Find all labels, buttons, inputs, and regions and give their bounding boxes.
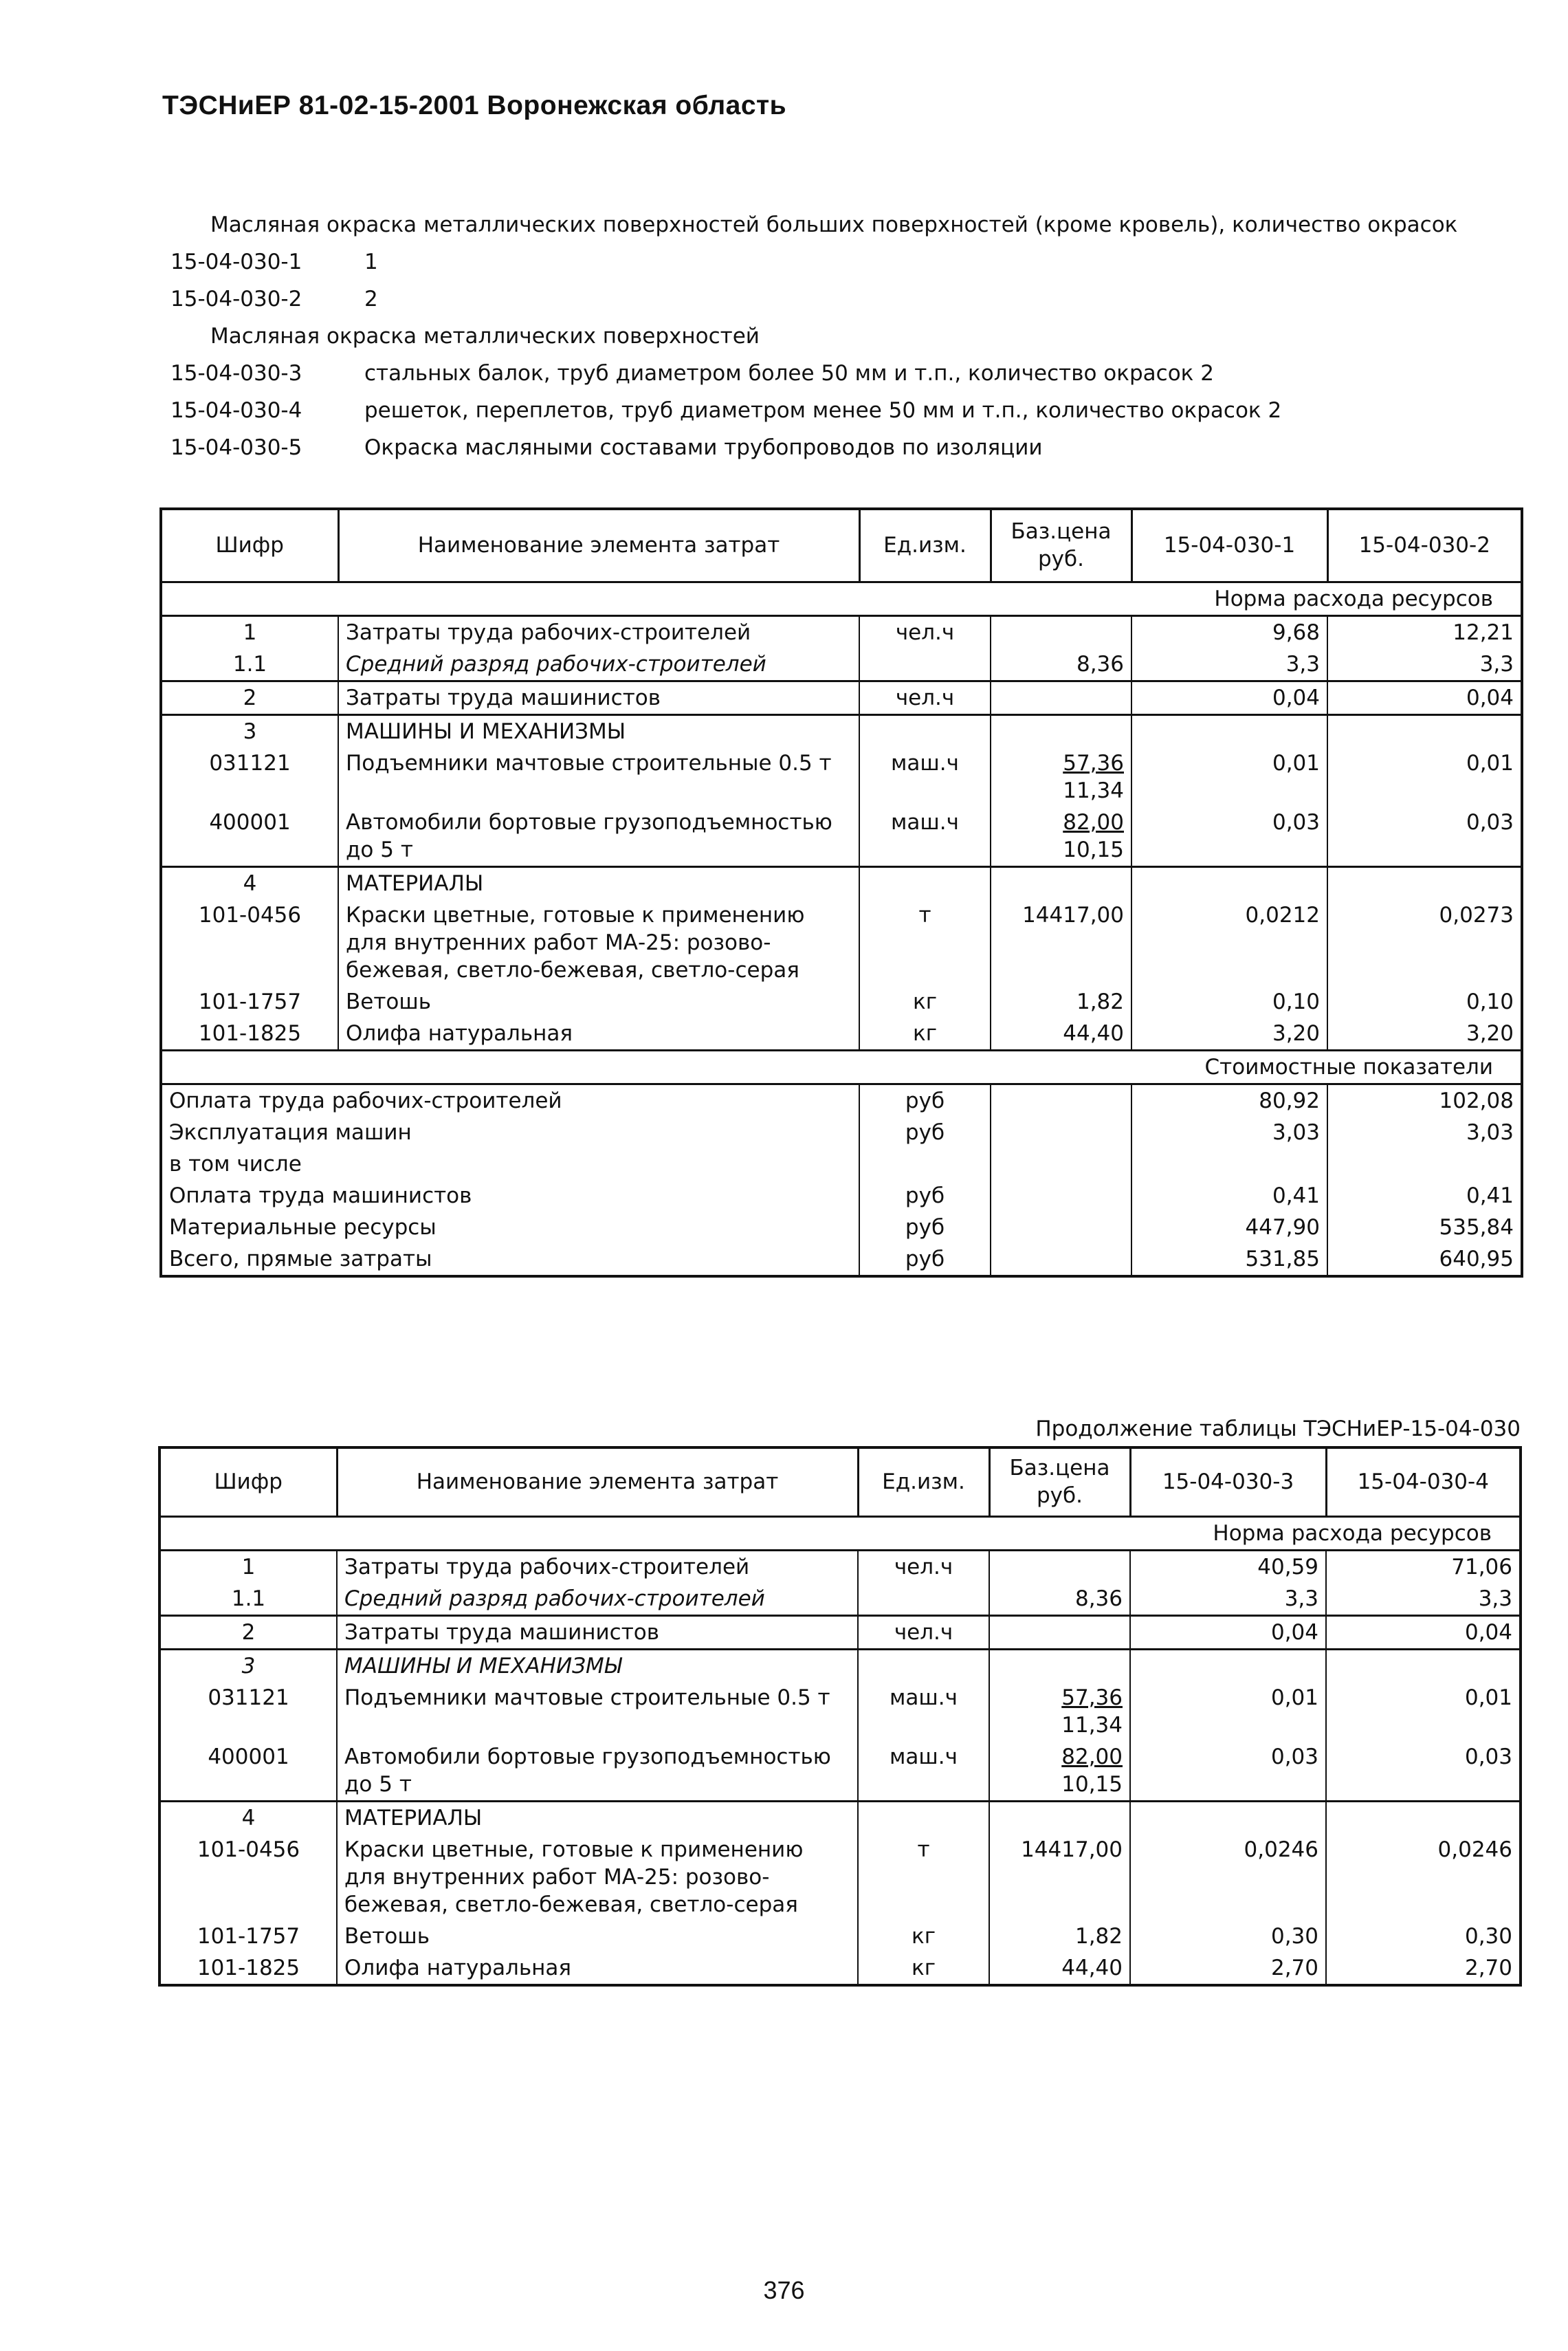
table-row: 031121 Подъемники мачтовые строительные 0.5 т маш.ч 57,36 11,34 0,01 0,01 [159, 1682, 1521, 1741]
table-row: 101-1757 Ветошь кг 1,82 0,10 0,10 [161, 986, 1522, 1018]
item-text: стальных балок, труб диаметром более 50 мм и т.п., количество окрасок 2 [364, 361, 1214, 386]
cost-label: Стоимостные показатели [161, 1050, 1522, 1084]
table-row: 031121 Подъемники мачтовые строительные 0.5 т маш.ч 57,36 11,34 0,01 0,01 [161, 747, 1522, 807]
table-row: 1 Затраты труда рабочих-строителей чел.ч 9,68 12,21 [161, 615, 1522, 648]
summary-row: Оплата труда рабочих-строителей руб 80,92 102,08 [161, 1084, 1522, 1117]
intro-section [170, 206, 1545, 466]
item-code: 15-04-030-5 [170, 435, 302, 460]
table-row: 1 Затраты труда рабочих-строителей чел.ч 40,59 71,06 [159, 1550, 1521, 1583]
item-text: 2 [364, 287, 378, 311]
intro-item [170, 355, 1545, 392]
header-v1: 15-04-030-3 [1130, 1447, 1326, 1516]
summary-row: в том числе [161, 1148, 1522, 1180]
header-price: Баз.цена руб. [991, 509, 1131, 582]
table-row: 101-1825 Олифа натуральная кг 44,40 3,20 3,20 [161, 1018, 1522, 1051]
intro-item [170, 243, 1545, 281]
table-row: 1.1 Средний разряд рабочих-строителей 8,36 3,3 3,3 [159, 1583, 1521, 1616]
header-code: Шифр [161, 509, 338, 582]
header-code: Шифр [159, 1447, 337, 1516]
header-name: Наименование элемента затрат [337, 1447, 858, 1516]
header-unit: Ед.изм. [859, 509, 991, 582]
table-row: 1.1 Средний разряд рабочих-строителей 8,36 3,3 3,3 [161, 648, 1522, 681]
table-header-row [161, 509, 1522, 582]
header-v2: 15-04-030-2 [1327, 509, 1522, 582]
header-unit: Ед.изм. [858, 1447, 989, 1516]
intro-item [170, 429, 1545, 466]
cost-band-row [161, 1050, 1522, 1084]
norms-table-2 [158, 1446, 1522, 1987]
document-title: ТЭСНиЕР 81-02-15-2001 Воронежская область [162, 91, 787, 120]
table-row: 2 Затраты труда машинистов чел.ч 0,04 0,04 [161, 681, 1522, 714]
table-row: 2 Затраты труда машинистов чел.ч 0,04 0,04 [159, 1615, 1521, 1649]
page-number: 376 [763, 2276, 805, 2304]
norms-table-1 [159, 507, 1523, 1278]
summary-row: Эксплуатация машин руб 3,03 3,03 [161, 1117, 1522, 1148]
continuation-caption: Продолжение таблицы ТЭСНиЕР-15-04-030 [1035, 1417, 1521, 1441]
norm-band-row [159, 1516, 1521, 1550]
table-row: 400001 Автомобили бортовые грузоподъемностью до 5 т маш.ч 82,00 10,15 0,03 0,03 [161, 807, 1522, 867]
header-price: Баз.цена руб. [989, 1447, 1130, 1516]
summary-row: Оплата труда машинистов руб 0,41 0,41 [161, 1180, 1522, 1212]
intro-item [170, 281, 1545, 318]
item-code: 15-04-030-4 [170, 398, 302, 423]
summary-row: Материальные ресурсы руб 447,90 535,84 [161, 1212, 1522, 1243]
intro-item [170, 392, 1545, 429]
item-code: 15-04-030-3 [170, 361, 302, 386]
table-row: 101-1825 Олифа натуральная кг 44,40 2,70 2,70 [159, 1952, 1521, 1985]
section-row: 4 МАТЕРИАЛЫ [161, 866, 1522, 899]
item-text: Окраска масляными составами трубопроводов по изоляции [364, 435, 1043, 460]
section-row: 3 МАШИНЫ И МЕХАНИЗМЫ [159, 1649, 1521, 1682]
norm-label: Норма расхода ресурсов [159, 1516, 1521, 1550]
norm-band-row [161, 582, 1522, 615]
summary-row: Всего, прямые затраты руб 531,85 640,95 [161, 1243, 1522, 1276]
table-row: 400001 Автомобили бортовые грузоподъемностью до 5 т маш.ч 82,00 10,15 0,03 0,03 [159, 1741, 1521, 1802]
table-row: 101-1757 Ветошь кг 1,82 0,30 0,30 [159, 1921, 1521, 1952]
table-row: 101-0456 Краски цветные, готовые к применению для внутренних работ МА-25: розово-бежевая, светло-бежевая, светло-серая т 14417,00 0,0212 0,0273 [161, 899, 1522, 986]
item-text: 1 [364, 250, 378, 274]
intro-heading: Масляная окраска металлических поверхностей [210, 324, 760, 349]
item-code: 15-04-030-1 [170, 250, 302, 274]
header-v1: 15-04-030-1 [1131, 509, 1327, 582]
norm-label: Норма расхода ресурсов [161, 582, 1522, 615]
header-v2: 15-04-030-4 [1326, 1447, 1521, 1516]
intro-heading: Масляная окраска металлических поверхностей больших поверхностей (кроме кровель), количество окрасок [210, 212, 1458, 237]
item-code: 15-04-030-2 [170, 287, 302, 311]
table-header-row [159, 1447, 1521, 1516]
section-row: 4 МАТЕРИАЛЫ [159, 1801, 1521, 1834]
header-name: Наименование элемента затрат [338, 509, 859, 582]
item-text: решеток, переплетов, труб диаметром менее 50 мм и т.п., количество окрасок 2 [364, 398, 1282, 423]
table-row: 101-0456 Краски цветные, готовые к применению для внутренних работ МА-25: розово-бежевая, светло-бежевая, светло-серая т 14417,00 0,0246 0,0246 [159, 1834, 1521, 1921]
section-row: 3 МАШИНЫ И МЕХАНИЗМЫ [161, 714, 1522, 747]
